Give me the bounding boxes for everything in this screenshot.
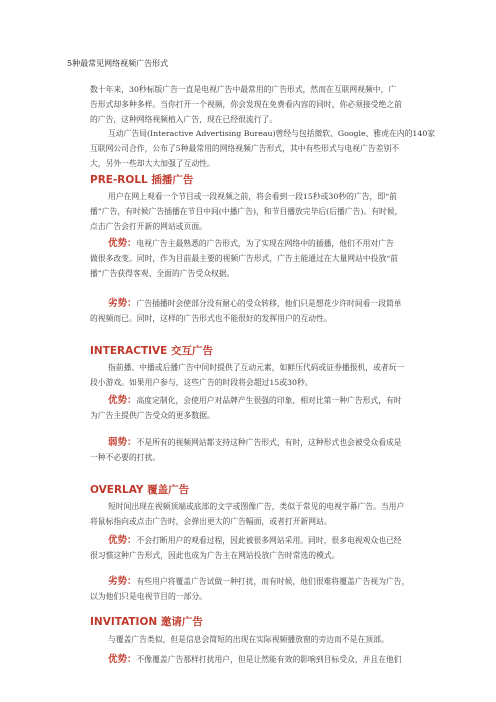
text-line: 段小游戏。如果用户参与，这些广告的时段将会超过15或30秒。: [90, 378, 313, 387]
pros-paragraph: [90, 393, 435, 423]
section-heading-invitation: INVITATION 邀请广告: [90, 616, 203, 628]
pros-label: 优势：: [108, 395, 137, 406]
intro-paragraph: [90, 82, 435, 127]
cons-paragraph: [90, 574, 435, 604]
text-line: 短时间出现在视频顶端或底部的文字或图像广告，类似于常见的电视字幕广告。当用户: [108, 502, 405, 511]
text-line: 互联网公司合作，公布了5种最常用的网络视频广告形式，其中有些形式与电视广告差别不: [90, 144, 400, 153]
text-line: 与覆盖广告类似，但是信息会简短的出现在实际视频播放窗的旁边而不是在顶部。: [108, 635, 389, 644]
text-line: 用户在网上观看一个节目或一段视频之前，将会看到一段15秒或30秒的广告，即“前: [108, 192, 397, 201]
text-line: 互动广告局(Interactive Advertising Bureau)曾经与包括微软、Google、雅虎在内的140家: [108, 129, 436, 138]
text-line: 以为他们只是电视节目的一部分。: [90, 592, 207, 601]
pros-label: 优势：: [108, 654, 137, 665]
section-heading-interactive: INTERACTIVE 交互广告: [90, 345, 213, 357]
text-line: 做很多改变。同时，作为目前最主要的视频广告形式，广告主能通过在大量网站中投放“前: [90, 254, 399, 263]
section-body: [90, 632, 435, 647]
section-body: [90, 360, 435, 390]
text-line: 数十年来，30秒标版广告一直是电视广告中最常用的广告形式，然而在互联网视频中，广: [90, 85, 397, 94]
text-line: 点击广告会打开新的网站或页面。: [90, 222, 207, 231]
text-line: 指前播、中播或后播广告中同时提供了互动元素，如鲜压代码或证券播报机，或者玩一: [108, 363, 405, 372]
cons-paragraph: [90, 296, 435, 326]
text-line: 高度定制化，会使用户对品牌产生很强的印象，相对比第一种广告形式，有时: [136, 396, 402, 405]
text-line: 很习惯这种广告形式，因此也成为广告主在网站投放广告时常选的模式。: [90, 551, 340, 560]
text-line: 不会打断用户的观看过程，因此被很多网站采用。同时，很多电视观众也已经: [136, 536, 402, 545]
text-line: 电视广告主最熟悉的广告形式，为了实现在网络中的插播，他们不用对广告: [136, 239, 394, 248]
text-line: 将鼠标指向或点击广告时，会弹出更大的广告幅面，或者打开新网站。: [90, 517, 332, 526]
pros-label: 优势：: [108, 535, 137, 546]
text-line: 不是所有的视频网站都支持这种广告形式，有时，这种形式也会被受众看成是: [136, 438, 402, 447]
text-line: 不像覆盖广告那样打扰用户，但是让然能有效的影响到目标受众，并且在他们: [136, 655, 402, 664]
pros-paragraph: [90, 533, 435, 563]
section-heading-preroll: PRE-ROLL 插播广告: [90, 174, 194, 186]
text-line: 大，另外一些却大大加强了互动性。: [90, 159, 215, 168]
cons-label: 弱势：: [108, 437, 137, 448]
text-line: 播”广告，有时候广告插播在节目中间(中播广告)，和节目播放完毕后(后播广告)。有时候，: [90, 207, 403, 216]
pros-label: 优势：: [108, 238, 137, 249]
intro-paragraph-2: [90, 126, 435, 171]
cons-label: 劣势：: [108, 576, 137, 587]
section-heading-overlay: OVERLAY 覆盖广告: [90, 484, 190, 496]
text-line: 的视频而已。同时，这样的广告形式也不能很好的发挥用户的互动性。: [90, 314, 332, 323]
section-body: [90, 189, 435, 234]
cons-label: 劣势：: [108, 298, 137, 309]
text-line: 播”广告获得客观、全面的广告受众权据。: [90, 269, 235, 278]
section-body: [90, 499, 435, 529]
pros-paragraph: [90, 652, 435, 667]
pros-paragraph: [90, 236, 435, 281]
cons-paragraph: [90, 435, 435, 465]
document-title: 5种最常见网络视频广告形式: [67, 59, 169, 68]
text-line: 广告插播时会使部分没有耐心的受众转移，他们只是想花少许时间看一段简单: [136, 299, 402, 308]
text-line: 告形式却多种多样。当你打开一个视频，你会发现在免费看内容的同时，你必须接受绝之前: [90, 100, 402, 109]
text-line: 有些用户将覆盖广告试做一种打扰，而有时候，他们很难将覆盖广告视为广告，: [136, 577, 410, 586]
text-line: 为广告主提供广告受众的更多数据。: [90, 411, 215, 420]
text-line: 的广告，这种网络视频植入广告，现在已经很流行了。: [90, 115, 278, 124]
text-line: 一种不必要的打扰。: [90, 453, 161, 462]
